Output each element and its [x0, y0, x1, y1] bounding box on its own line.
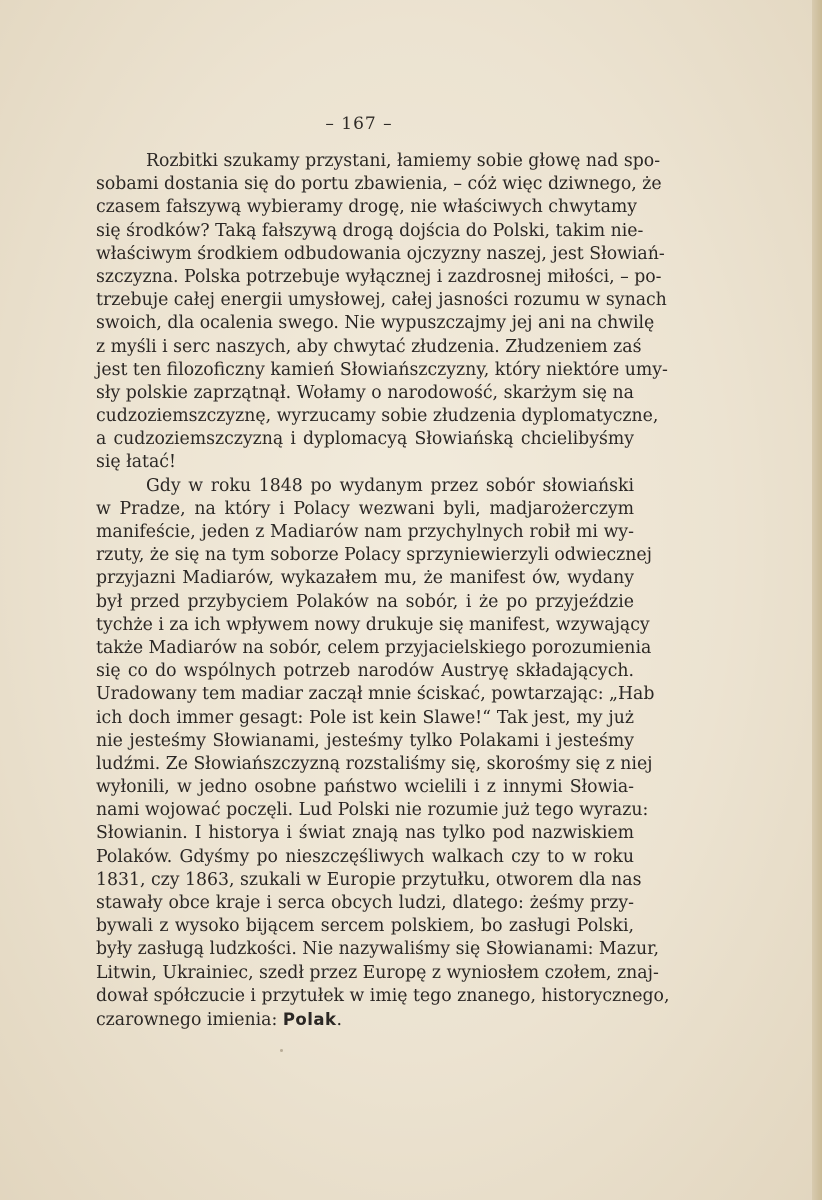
final-line — [96, 1008, 634, 1031]
text-line: trzebuje całej energii umysłowej, całej jasności rozumu w synach — [96, 290, 667, 311]
text-line: sły polskie zaprzątnął. Wołamy o narodowość, skarżym się na — [96, 382, 634, 403]
text-line: czasem fałszywą wybieramy drogę, nie właściwych chwytamy — [96, 197, 638, 218]
text-line: szczyzna. Polska potrzebuje wyłącznej i zazdrosnej miłości, – po- — [96, 266, 662, 287]
text-line: sobami dostania się do portu zbawienia, – cóż więc dziwnego, że — [96, 174, 662, 195]
text-line: się środków? Taką fałszywą drogą dojścia do Polski, takim nie- — [96, 220, 644, 241]
paragraph-2 — [96, 475, 670, 1032]
page-number: – 167 – — [325, 114, 393, 134]
text-line: właściwym środkiem odbudowania ojczyzny naszej, jest Słowiań- — [96, 243, 665, 264]
text-line: przyjazni Madiarów, wykazałem mu, że manifest ów, wydany — [96, 568, 634, 589]
text-line: 1831, czy 1863, szukali w Europie przytułku, otworem dla nas — [96, 869, 642, 890]
text-line: Gdy w roku 1848 po wydanym przez sobór słowiański — [146, 475, 634, 496]
page-edge — [812, 0, 822, 1200]
text-line: się co do wspólnych potrzeb narodów Austryę składających. — [96, 661, 634, 682]
text-line: nami wojować poczęli. Lud Polski nie rozumie już tego wyrazu: — [96, 800, 649, 821]
text-line: w Pradze, na który i Polacy wezwani byli, madjarożerczym — [96, 498, 634, 519]
text-line: a cudzoziemszczyzną i dyplomacyą Słowiańską chcielibyśmy — [96, 429, 634, 450]
text-line: był przed przybyciem Polaków na sobór, i że po przyjeździe — [96, 591, 634, 612]
text-line: Litwin, Ukrainiec, szedł przez Europę z wyniosłem czołem, znaj- — [96, 962, 659, 983]
text-line: dował spółczucie i przytułek w imię tego znanego, historycznego, — [96, 985, 670, 1006]
text-line: się łatać! — [96, 452, 176, 473]
text-line: jest ten filozoficzny kamień Słowiańszczyzny, który niektóre umy- — [96, 359, 668, 380]
text-line: rzuty, że się na tym soborze Polacy sprzyniewierzyli odwiecznej — [96, 545, 652, 566]
text-line: z myśli i serc naszych, aby chwytać złudzenia. Złudzeniem zaś — [96, 336, 642, 357]
text-line: ludźmi. Ze Słowiańszczyzną rozstaliśmy się, skorośmy się z niej — [96, 753, 653, 774]
text-line: były zasługą ludzkości. Nie nazywaliśmy się Słowianami: Mazur, — [96, 939, 659, 960]
text-line: cudzoziemszczyznę, wyrzucamy sobie złudzenia dyplomatyczne, — [96, 406, 659, 427]
text-line: wyłonili, w jedno osobne państwo wcielili i z innymi Słowia- — [96, 777, 634, 798]
text-line: nie jesteśmy Słowianami, jesteśmy tylko Polakami i jesteśmy — [96, 730, 634, 751]
text-line: także Madiarów na sobór, celem przyjacielskiego porozumienia — [96, 637, 652, 658]
text-line: Polaków. Gdyśmy po nieszczęśliwych walkach czy to w roku — [96, 846, 634, 867]
final-period: . — [336, 1009, 343, 1030]
emphasized-word: Polak — [282, 1009, 337, 1029]
body-text — [96, 150, 670, 1031]
final-line-text: czarownego imienia: — [96, 1009, 283, 1030]
text-line: ich doch immer gesagt: Pole ist kein Slawe!“ Tak jest, my już — [96, 707, 634, 728]
paper-speck — [280, 1049, 283, 1052]
text-line: bywali z wysoko bijącem sercem polskiem, bo zasługi Polski, — [96, 916, 634, 937]
text-line: Rozbitki szukamy przystani, łamiemy sobie głowę nad spo- — [146, 151, 661, 171]
paragraph-1 — [96, 150, 668, 475]
text-line: tychże i za ich wpływem nowy drukuje się manifest, wzywający — [96, 614, 650, 635]
text-line: swoich, dla ocalenia swego. Nie wypuszczajmy jej ani na chwilę — [96, 313, 655, 334]
text-line: Słowianin. I historya i świat znają nas tylko pod nazwiskiem — [96, 823, 634, 844]
text-line: manifeście, jeden z Madiarów nam przychylnych robił mi wy- — [96, 522, 634, 542]
text-line: stawały obce kraje i serca obcych ludzi, dlatego: żeśmy przy- — [96, 893, 634, 913]
text-line: Uradowany tem madiar zaczął mnie ściskać, powtarzając: „Hab — [96, 684, 655, 705]
